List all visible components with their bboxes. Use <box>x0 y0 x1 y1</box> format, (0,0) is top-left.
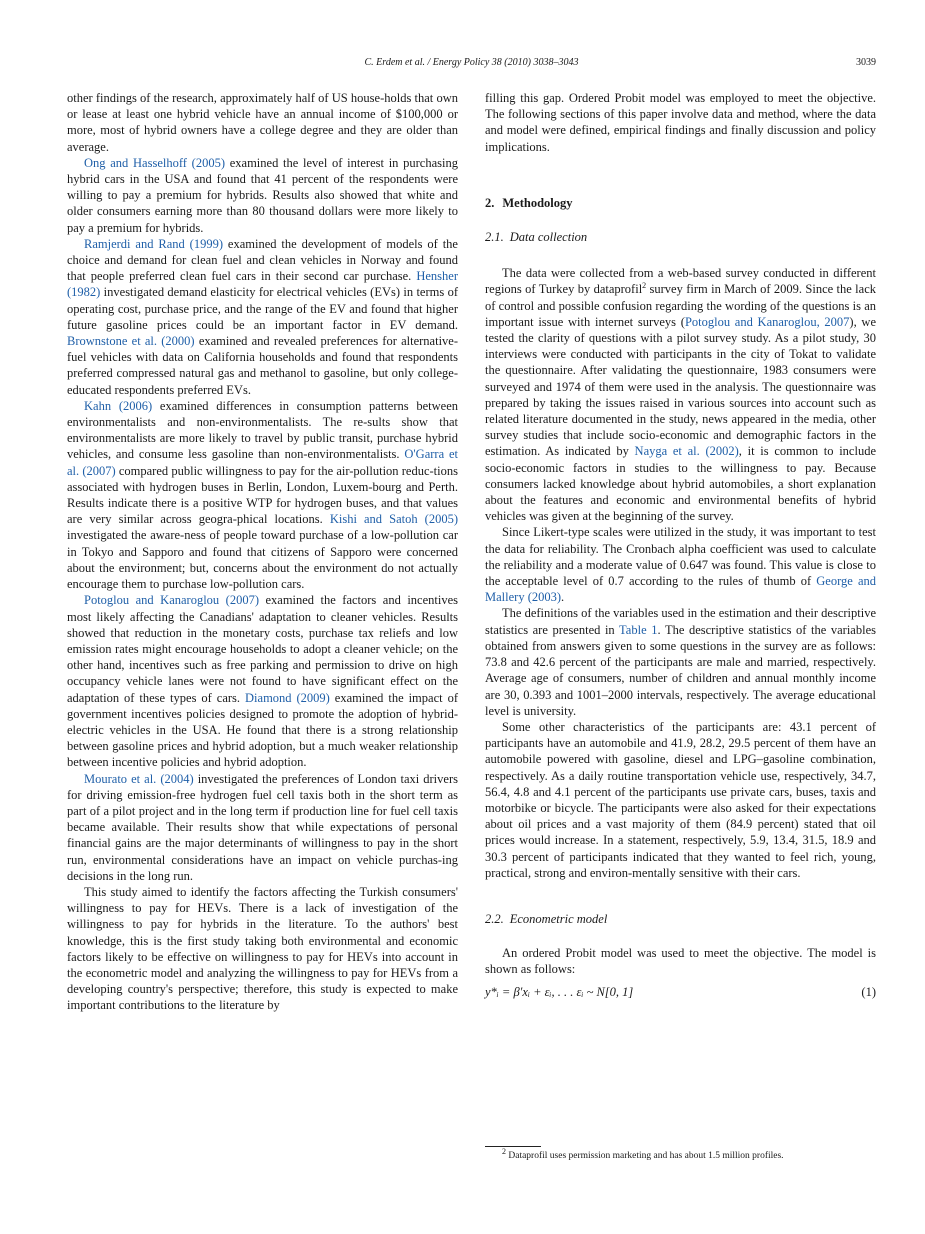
page-number: 3039 <box>856 57 876 68</box>
running-header <box>67 55 876 71</box>
paragraph: Since Likert-type scales were utilized in the study, it was important to test the data for reliability. The Cronbach alpha coefficient was used to calculate the reliability and a moderate value of 0.647 was found. This value is close to the acceptable level of 0.7 according to the rules of thumb of George and Mallery (2003). <box>485 525 876 605</box>
citation-link[interactable]: Hensher (1982) <box>67 269 458 300</box>
section-heading: 2. Methodology <box>485 195 573 210</box>
left-column <box>67 90 458 1014</box>
paragraph: filling this gap. Ordered Probit model was employed to meet the objective. The following sections of this paper involve data and method, where the data and model were defined, empirical findings and finally discussion and policy implications. <box>485 91 876 154</box>
paragraph: Potoglou and Kanaroglou (2007) examined the factors and incentives most likely affecting the Canadians' adaptation to cleaner vehicles. Results showed that reduction in the monetary costs, purchase tax reliefs and low emission rates might encourage households to adopt a cleaner vehicle; on the other hand, incentives such as free parking and permission to drive on high occupancy vehicle lanes were not found to have significant effect on the adaptation of these types of cars. Diamond (2009) examined the impact of government incentives policies designed to promote the adoption of hybrid-electric vehicles in the USA. He found that there is a strong relationship between gasoline prices and hybrid adoption, but a much weaker relationship between incentive policies and hybrid adoption. <box>67 593 458 770</box>
citation-link[interactable]: Kahn (2006) <box>84 398 153 413</box>
footnote-number: 2 <box>502 1146 506 1156</box>
paragraph: This study aimed to identify the factors affecting the Turkish consumers' willingness to pay for HEVs. There is a lack of investigation of the willingness to pay for hybrids in the literature. To the authors' best knowledge, this is the first study taking both environmental and economic factors likely to be effective on willingness to pay for HEVs into account in the econometric model and analyzing the willingness to pay for HEVs from a developing country's perspective; therefore, this study is expected to make important contributions to the literature by <box>67 884 458 1013</box>
citation-link[interactable]: Potoglou and Kanaroglou, 2007 <box>684 314 850 329</box>
footnote-marker[interactable]: 2 <box>642 281 647 291</box>
right-column <box>485 90 876 1002</box>
paragraph: Mourato et al. (2004) investigated the preferences of London taxi drivers for driving emission-free hydrogen fuel cell taxis both in the short term as part of a pilot project and in the long term if production line for fuel cell taxis became available. Their results show that while expectations of personal financial gains are the major determinants of willingness to pay in the short run, environmental considerations have an impact on vehicle purchas-ing decisions in the long run. <box>67 771 458 883</box>
citation-link[interactable]: Ong and Hasselhoff (2005) <box>84 155 225 170</box>
paragraph: Some other characteristics of the participants are: 43.1 percent of participants have an automobile and 41.9, 28.2, 29.5 percent of them have an automobile powered with gasoline, diesel and LPG–gasoline combination, respectively. As a daily routine transportation vehicle use, respectively, 34.7, 56.4, 4.8 and 4.1 percent of the participants use private cars, buses, taxis and motorbike or bicycle. The participants were also asked for their expectations about oil prices and a vast majority of them (84.9 percent) stated that oil prices would increase. In a statement, respectively, 5.9, 13.4, 31.5, 18.9 and 30.3 percent of participants indicated that they wanted to feel rich, young, practical, strong and environ-mentally sensitive with their cars. <box>485 719 876 880</box>
paragraph: Ong and Hasselhoff (2005) examined the level of interest in purchasing hybrid cars in the USA and found that 41 percent of the respondents were willing to pay a premium for hybrids. Results also showed that white and older consumers earning more than 80 thousand dollars were more likely to pay a premium for hybrids. <box>67 155 458 235</box>
citation-link[interactable]: Ramjerdi and Rand (1999) <box>84 236 223 251</box>
equation <box>485 984 876 1002</box>
paragraph: An ordered Probit model was used to meet the objective. The model is shown as follows: <box>485 946 876 977</box>
citation-link[interactable]: George and Mallery (2003) <box>485 574 876 605</box>
footnote-divider <box>485 1146 541 1147</box>
table-link[interactable]: Table 1 <box>619 622 658 637</box>
paragraph: other findings of the research, approximately half of US house-holds that own or lease at least one hybrid vehicle have an annual income of $100,000 or more, most of hybrid owners have a college degree and they are older than average. <box>67 91 458 154</box>
subsection-heading: 2.2. Econometric model <box>485 911 608 926</box>
citation-link[interactable]: Nayga et al. (2002) <box>634 444 739 459</box>
paragraph: The definitions of the variables used in the estimation and their descriptive statistics are presented in Table 1. The descriptive statistics of the variables obtained from answers given to some questions in the survey are as follows: 73.8 and 42.6 percent of the participants are male and married, respectively. Average age of consumers, number of children and annual monthly income are 30, 0.393 and 1001–2000 intervals, respectively. The average educational level is university. <box>485 606 876 718</box>
citation-link[interactable]: Diamond (2009) <box>245 690 330 705</box>
footnote: $^2$ Dataprofil uses permission marketing and has about 1.5 million profiles. <box>502 1146 784 1161</box>
paragraph: The data were collected from a web-based survey conducted in different regions of Turkey by dataprofil$^2$ survey firm in March of 2009. Since the lack of control and possible confusion regarding the wording of the questions is an important issue with internet surveys (Potoglou and Kanaroglou, 2007), we tested the clarity of questions with a pilot survey study. As a pilot study, 30 interviews were conducted with participants in the city of Tokat to validate the questionnaire. After validating the questionnaire, 1983 consumers were surveyed and 1974 of them were used in the analysis. The questionnaire was prepared by taking the issues raised in various sources into account such as related literature documented in the study, news appeared in the media, other survey studies that include socio-economic and demographic factors in the estimation. As indicated by Nayga et al. (2002), it is common to include socio-economic factors in studies to the willingness to pay. Because consumers lacked knowledge about hybrid automobiles, a short explanation about the features and economic and environmental benefits of hybrid vehicles was given at the beginning of the survey. <box>485 266 876 524</box>
citation-link[interactable]: Mourato et al. (2004) <box>84 771 194 786</box>
citation-link[interactable]: Potoglou and Kanaroglou (2007) <box>84 593 259 608</box>
running-title: C. Erdem et al. / Energy Policy 38 (2010) 3038–3043 <box>364 57 579 68</box>
paragraph: Ramjerdi and Rand (1999) examined the development of models of the choice and demand for clean fuel and clean vehicles in Norway and found that people preferred clean fuel cars in their second car purchase. Hensher (1982) investigated demand elasticity for electrical vehicles (EVs) in terms of operating cost, purchase price, and the range of the EV and found that higher future gasoline prices could be an important factor in EV demand. Brownstone et al. (2000) examined and revealed preferences for alternative-fuel vehicles with data on California households and found that respondents preferred compressed natural gas and methanol to gasoline, but only college-educated respondents preferred EVs. <box>67 236 459 397</box>
subsection-heading: 2.1. Data collection <box>485 230 588 245</box>
equation-number: (1) <box>861 984 876 999</box>
citation-link[interactable]: O'Garra et al. (2007) <box>67 447 458 478</box>
paragraph: Kahn (2006) examined differences in consumption patterns between environmentalists and non-environmentalists. The re-sults show that environmentalists are more likely to travel by public transit, purchase hybrid vehicles, and consume less gasoline than non-environmentalists. O'Garra et al. (2007) compared public willingness to pay for the air-pollution reduc-tions associated with hydrogen buses in Berlin, London, Luxem-bourg and Perth. Results indicate there is a positive WTP for hydrogen buses, and that values are very similar across geogra-phical locations. Kishi and Satoh (2005) investigated the aware-ness of people toward purchase of a low-pollution car in Tokyo and Sapporo and found that citizens of Sapporo were concerned about the environment; but, concerns about the environment do not actually encourage them to purchase low-pollution cars. <box>67 398 459 592</box>
citation-link[interactable]: Kishi and Satoh (2005) <box>329 512 458 527</box>
citation-link[interactable]: Brownstone et al. (2000) <box>67 334 195 349</box>
equation-body: y*ᵢ = β′xᵢ + εᵢ, . . . εᵢ ~ N[0, 1] <box>485 984 634 999</box>
